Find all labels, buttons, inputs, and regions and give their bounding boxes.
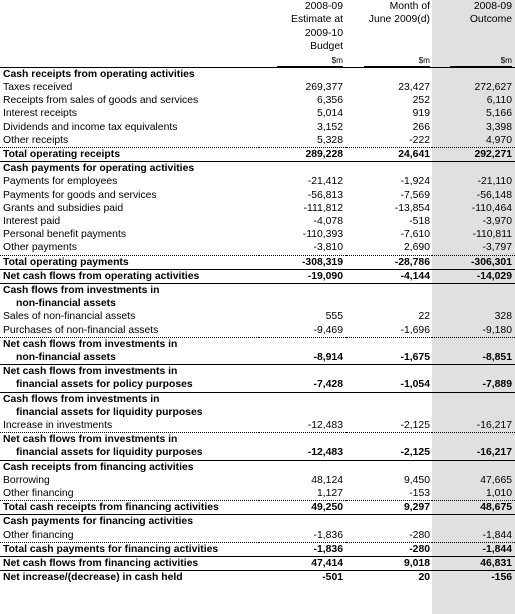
column-header-outcome	[432, 0, 515, 53]
value-estimate	[259, 406, 346, 419]
total-row	[0, 571, 515, 585]
value-month	[346, 460, 432, 474]
value-outcome: -110,811	[472, 229, 512, 241]
value-month: -7,610	[400, 229, 430, 241]
value-outcome	[432, 283, 515, 297]
value-estimate	[259, 515, 346, 529]
value-estimate	[259, 337, 346, 351]
section-header-row	[0, 162, 515, 176]
value-estimate	[259, 67, 346, 81]
row-label: non-financial assets	[16, 351, 116, 363]
value-month: -4,144	[346, 269, 432, 283]
value-estimate: -12,483	[307, 419, 343, 431]
line-item-row	[0, 121, 515, 134]
value-estimate: -3,810	[313, 242, 343, 254]
value-estimate: -19,090	[259, 269, 346, 283]
value-estimate: -110,393	[302, 229, 343, 241]
line-item-row	[0, 189, 515, 202]
total-row	[0, 255, 515, 269]
value-month: -28,786	[346, 255, 432, 269]
value-outcome: -1,844	[482, 529, 512, 541]
value-month	[346, 392, 432, 406]
total-row	[0, 557, 515, 571]
value-outcome: -14,029	[432, 269, 515, 283]
row-label: Cash payments for financing activities	[0, 515, 259, 529]
value-outcome: 328	[494, 311, 512, 323]
value-outcome: 48,675	[432, 501, 515, 515]
value-outcome: -110,464	[471, 202, 512, 214]
total-row	[0, 147, 515, 161]
total-row	[0, 351, 515, 365]
row-label: financial assets for liquidity purposes	[16, 447, 203, 459]
line-item-row	[0, 487, 515, 501]
value-estimate: -7,428	[313, 379, 343, 391]
value-estimate	[259, 392, 346, 406]
value-estimate	[259, 162, 346, 176]
row-label: Other financing	[3, 529, 74, 541]
row-label: Payments for employees	[3, 176, 118, 188]
value-estimate: -1,836	[259, 542, 346, 556]
value-outcome: 6,110	[486, 95, 512, 107]
value-month	[346, 67, 432, 81]
value-outcome: 4,970	[485, 134, 512, 146]
value-outcome: -56,148	[476, 189, 512, 201]
total-row	[0, 433, 515, 447]
units-row	[0, 53, 515, 67]
row-label: Cash receipts from financing activities	[0, 460, 259, 474]
value-outcome: 5,166	[485, 108, 512, 120]
total-row	[0, 501, 515, 515]
value-month: 919	[412, 108, 430, 120]
value-estimate: -21,412	[307, 176, 343, 188]
section-header-row	[0, 406, 515, 419]
value-outcome	[432, 337, 515, 351]
row-label: Interest receipts	[3, 108, 77, 120]
value-month: -280	[409, 529, 430, 541]
value-outcome	[432, 297, 515, 310]
value-estimate: -1,836	[313, 529, 343, 541]
section-header-row	[0, 460, 515, 474]
total-row	[0, 365, 515, 379]
value-month: -7,569	[400, 189, 430, 201]
value-outcome: 47,665	[480, 474, 512, 486]
value-outcome: -16,217	[476, 447, 512, 459]
section-header-row	[0, 283, 515, 297]
row-label: Purchases of non-financial assets	[3, 324, 159, 336]
value-outcome	[432, 67, 515, 81]
value-outcome: -3,797	[482, 242, 512, 254]
value-month	[346, 162, 432, 176]
column-header-estimate-line: Budget	[310, 40, 343, 52]
row-label: financial assets for liquidity purposes	[16, 406, 203, 418]
value-month: -2,125	[400, 447, 430, 459]
value-month: -13,854	[394, 202, 430, 214]
line-item-row	[0, 81, 515, 94]
value-month	[346, 283, 432, 297]
value-month: 9,450	[403, 474, 430, 486]
unit-label: $m	[277, 55, 343, 67]
row-label: Cash flows from investments in	[0, 392, 259, 406]
row-label: Net cash flows from operating activities	[0, 269, 259, 283]
value-estimate: 49,250	[259, 501, 346, 515]
value-outcome: -9,180	[482, 324, 512, 336]
line-item-row	[0, 94, 515, 107]
column-header-month-line: June 2009(d)	[368, 14, 430, 26]
row-label: Dividends and income tax equivalents	[3, 121, 178, 133]
value-outcome: -306,301	[432, 255, 515, 269]
value-month: -2,125	[400, 419, 430, 431]
column-header-month-line: Month of	[389, 1, 430, 12]
unit-cell	[432, 53, 515, 67]
value-outcome: -16,217	[476, 419, 512, 431]
value-outcome: -21,110	[477, 176, 512, 188]
value-outcome: 3,398	[485, 121, 512, 133]
value-estimate: 5,328	[316, 134, 343, 146]
total-row	[0, 542, 515, 556]
value-outcome	[432, 433, 515, 447]
line-item-row	[0, 215, 515, 228]
value-month: 9,297	[346, 501, 432, 515]
value-outcome	[432, 406, 515, 419]
value-estimate: 48,124	[311, 474, 343, 486]
value-month: 22	[418, 311, 430, 323]
row-label: Borrowing	[3, 474, 50, 486]
value-outcome: 292,271	[432, 147, 515, 161]
value-estimate	[259, 433, 346, 447]
value-outcome: 272,627	[474, 81, 512, 93]
row-label: non-financial assets	[16, 298, 116, 310]
row-label: Other receipts	[3, 134, 69, 146]
value-outcome: -1,844	[432, 542, 515, 556]
row-label: financial assets for policy purposes	[16, 379, 193, 391]
column-header-estimate	[259, 0, 346, 53]
section-header-row	[0, 515, 515, 529]
total-row	[0, 337, 515, 351]
value-outcome	[432, 460, 515, 474]
section-header-row	[0, 67, 515, 81]
value-month: 252	[412, 95, 430, 107]
section-header-row	[0, 392, 515, 406]
row-label: Taxes received	[3, 81, 73, 93]
row-label: Total cash receipts from financing activities	[0, 501, 259, 515]
value-estimate: -501	[259, 571, 346, 585]
row-label: Interest paid	[3, 215, 61, 227]
unit-label: $m	[450, 55, 512, 67]
value-estimate: -4,078	[313, 215, 343, 227]
value-estimate	[259, 283, 346, 297]
row-label: Total cash payments for financing activities	[0, 542, 259, 556]
value-estimate: -9,469	[313, 324, 343, 336]
column-header-estimate-line: 2009-10	[304, 27, 343, 39]
value-outcome	[432, 365, 515, 379]
row-label: Net cash flows from investments in	[0, 365, 259, 379]
value-outcome: -3,970	[482, 215, 512, 227]
value-estimate: -111,812	[303, 202, 343, 214]
value-outcome: -8,851	[482, 351, 512, 363]
value-estimate	[259, 460, 346, 474]
value-estimate: 6,356	[316, 95, 343, 107]
row-label: Net cash flows from investments in	[0, 433, 259, 447]
line-item-row	[0, 202, 515, 215]
value-outcome: -7,889	[482, 379, 512, 391]
line-item-row	[0, 310, 515, 323]
column-header-estimate-line: Estimate at	[291, 14, 343, 26]
value-estimate: 3,152	[316, 121, 343, 133]
value-estimate: 269,377	[305, 81, 343, 93]
column-header-outcome-line: 2008-09	[473, 1, 512, 12]
section-header-row	[0, 297, 515, 310]
column-header-row	[0, 0, 515, 53]
value-month	[346, 433, 432, 447]
row-label: Sales of non-financial assets	[3, 311, 136, 323]
value-outcome: 46,831	[432, 557, 515, 571]
row-label: Cash receipts from operating activities	[0, 67, 259, 81]
line-item-row	[0, 134, 515, 148]
unit-cell	[259, 53, 346, 67]
value-month: 9,018	[346, 557, 432, 571]
value-month	[346, 515, 432, 529]
value-month: -153	[409, 487, 430, 499]
value-estimate: 47,414	[259, 557, 346, 571]
row-label: Grants and subsidies paid	[3, 202, 124, 214]
row-label: Personal benefit payments	[3, 229, 127, 241]
row-label: Total operating receipts	[0, 147, 259, 161]
row-label: Net increase/(decrease) in cash held	[0, 571, 259, 585]
column-header-outcome-line: Outcome	[469, 14, 512, 26]
unit-cell	[346, 53, 432, 67]
value-month: 24,641	[346, 147, 432, 161]
value-estimate: 5,014	[316, 108, 343, 120]
value-outcome: -156	[432, 571, 515, 585]
value-month	[346, 406, 432, 419]
unit-label: $m	[364, 55, 430, 67]
line-item-row	[0, 107, 515, 120]
value-month: -1,054	[400, 379, 430, 391]
line-item-row	[0, 324, 515, 338]
row-label: Payments for goods and services	[3, 189, 157, 201]
value-month	[346, 337, 432, 351]
value-month: -1,675	[400, 351, 430, 363]
value-estimate: 555	[325, 311, 343, 323]
value-month: -1,696	[400, 324, 430, 336]
line-item-row	[0, 228, 515, 241]
value-month: -518	[409, 215, 430, 227]
value-outcome	[432, 162, 515, 176]
value-estimate	[259, 365, 346, 379]
row-label: Cash flows from investments in	[0, 283, 259, 297]
row-label: Increase in investments	[3, 419, 113, 431]
value-month: 266	[412, 121, 430, 133]
value-month	[346, 297, 432, 310]
row-label: Other financing	[3, 487, 74, 499]
value-estimate	[259, 297, 346, 310]
value-estimate: -56,813	[307, 189, 343, 201]
line-item-row	[0, 474, 515, 487]
value-outcome: 1,010	[485, 487, 512, 499]
line-item-row	[0, 529, 515, 543]
units-blank	[0, 53, 259, 67]
row-label: Net cash flows from investments in	[0, 337, 259, 351]
total-row	[0, 269, 515, 283]
value-month	[346, 365, 432, 379]
value-estimate: -12,483	[307, 447, 343, 459]
total-row	[0, 378, 515, 392]
value-month: 23,427	[398, 81, 430, 93]
value-month: -222	[409, 134, 430, 146]
value-estimate: 289,228	[259, 147, 346, 161]
line-item-row	[0, 241, 515, 255]
value-estimate: 1,127	[316, 487, 343, 499]
row-label: Total operating payments	[0, 255, 259, 269]
header-blank	[0, 0, 259, 53]
line-item-row	[0, 419, 515, 433]
value-month: -280	[346, 542, 432, 556]
column-header-month	[346, 0, 432, 53]
value-estimate: -308,319	[259, 255, 346, 269]
row-label: Cash payments for operating activities	[0, 162, 259, 176]
value-month: 2,690	[403, 242, 430, 254]
value-outcome	[432, 515, 515, 529]
row-label: Other payments	[3, 242, 77, 254]
line-item-row	[0, 175, 515, 188]
value-estimate: -8,914	[313, 351, 343, 363]
total-row	[0, 446, 515, 460]
value-month: 20	[346, 571, 432, 585]
value-outcome	[432, 392, 515, 406]
value-month: -1,924	[400, 176, 430, 188]
row-label: Net cash flows from financing activities	[0, 557, 259, 571]
column-header-estimate-line: 2008-09	[304, 1, 343, 12]
row-label: Receipts from sales of goods and services	[3, 95, 199, 107]
